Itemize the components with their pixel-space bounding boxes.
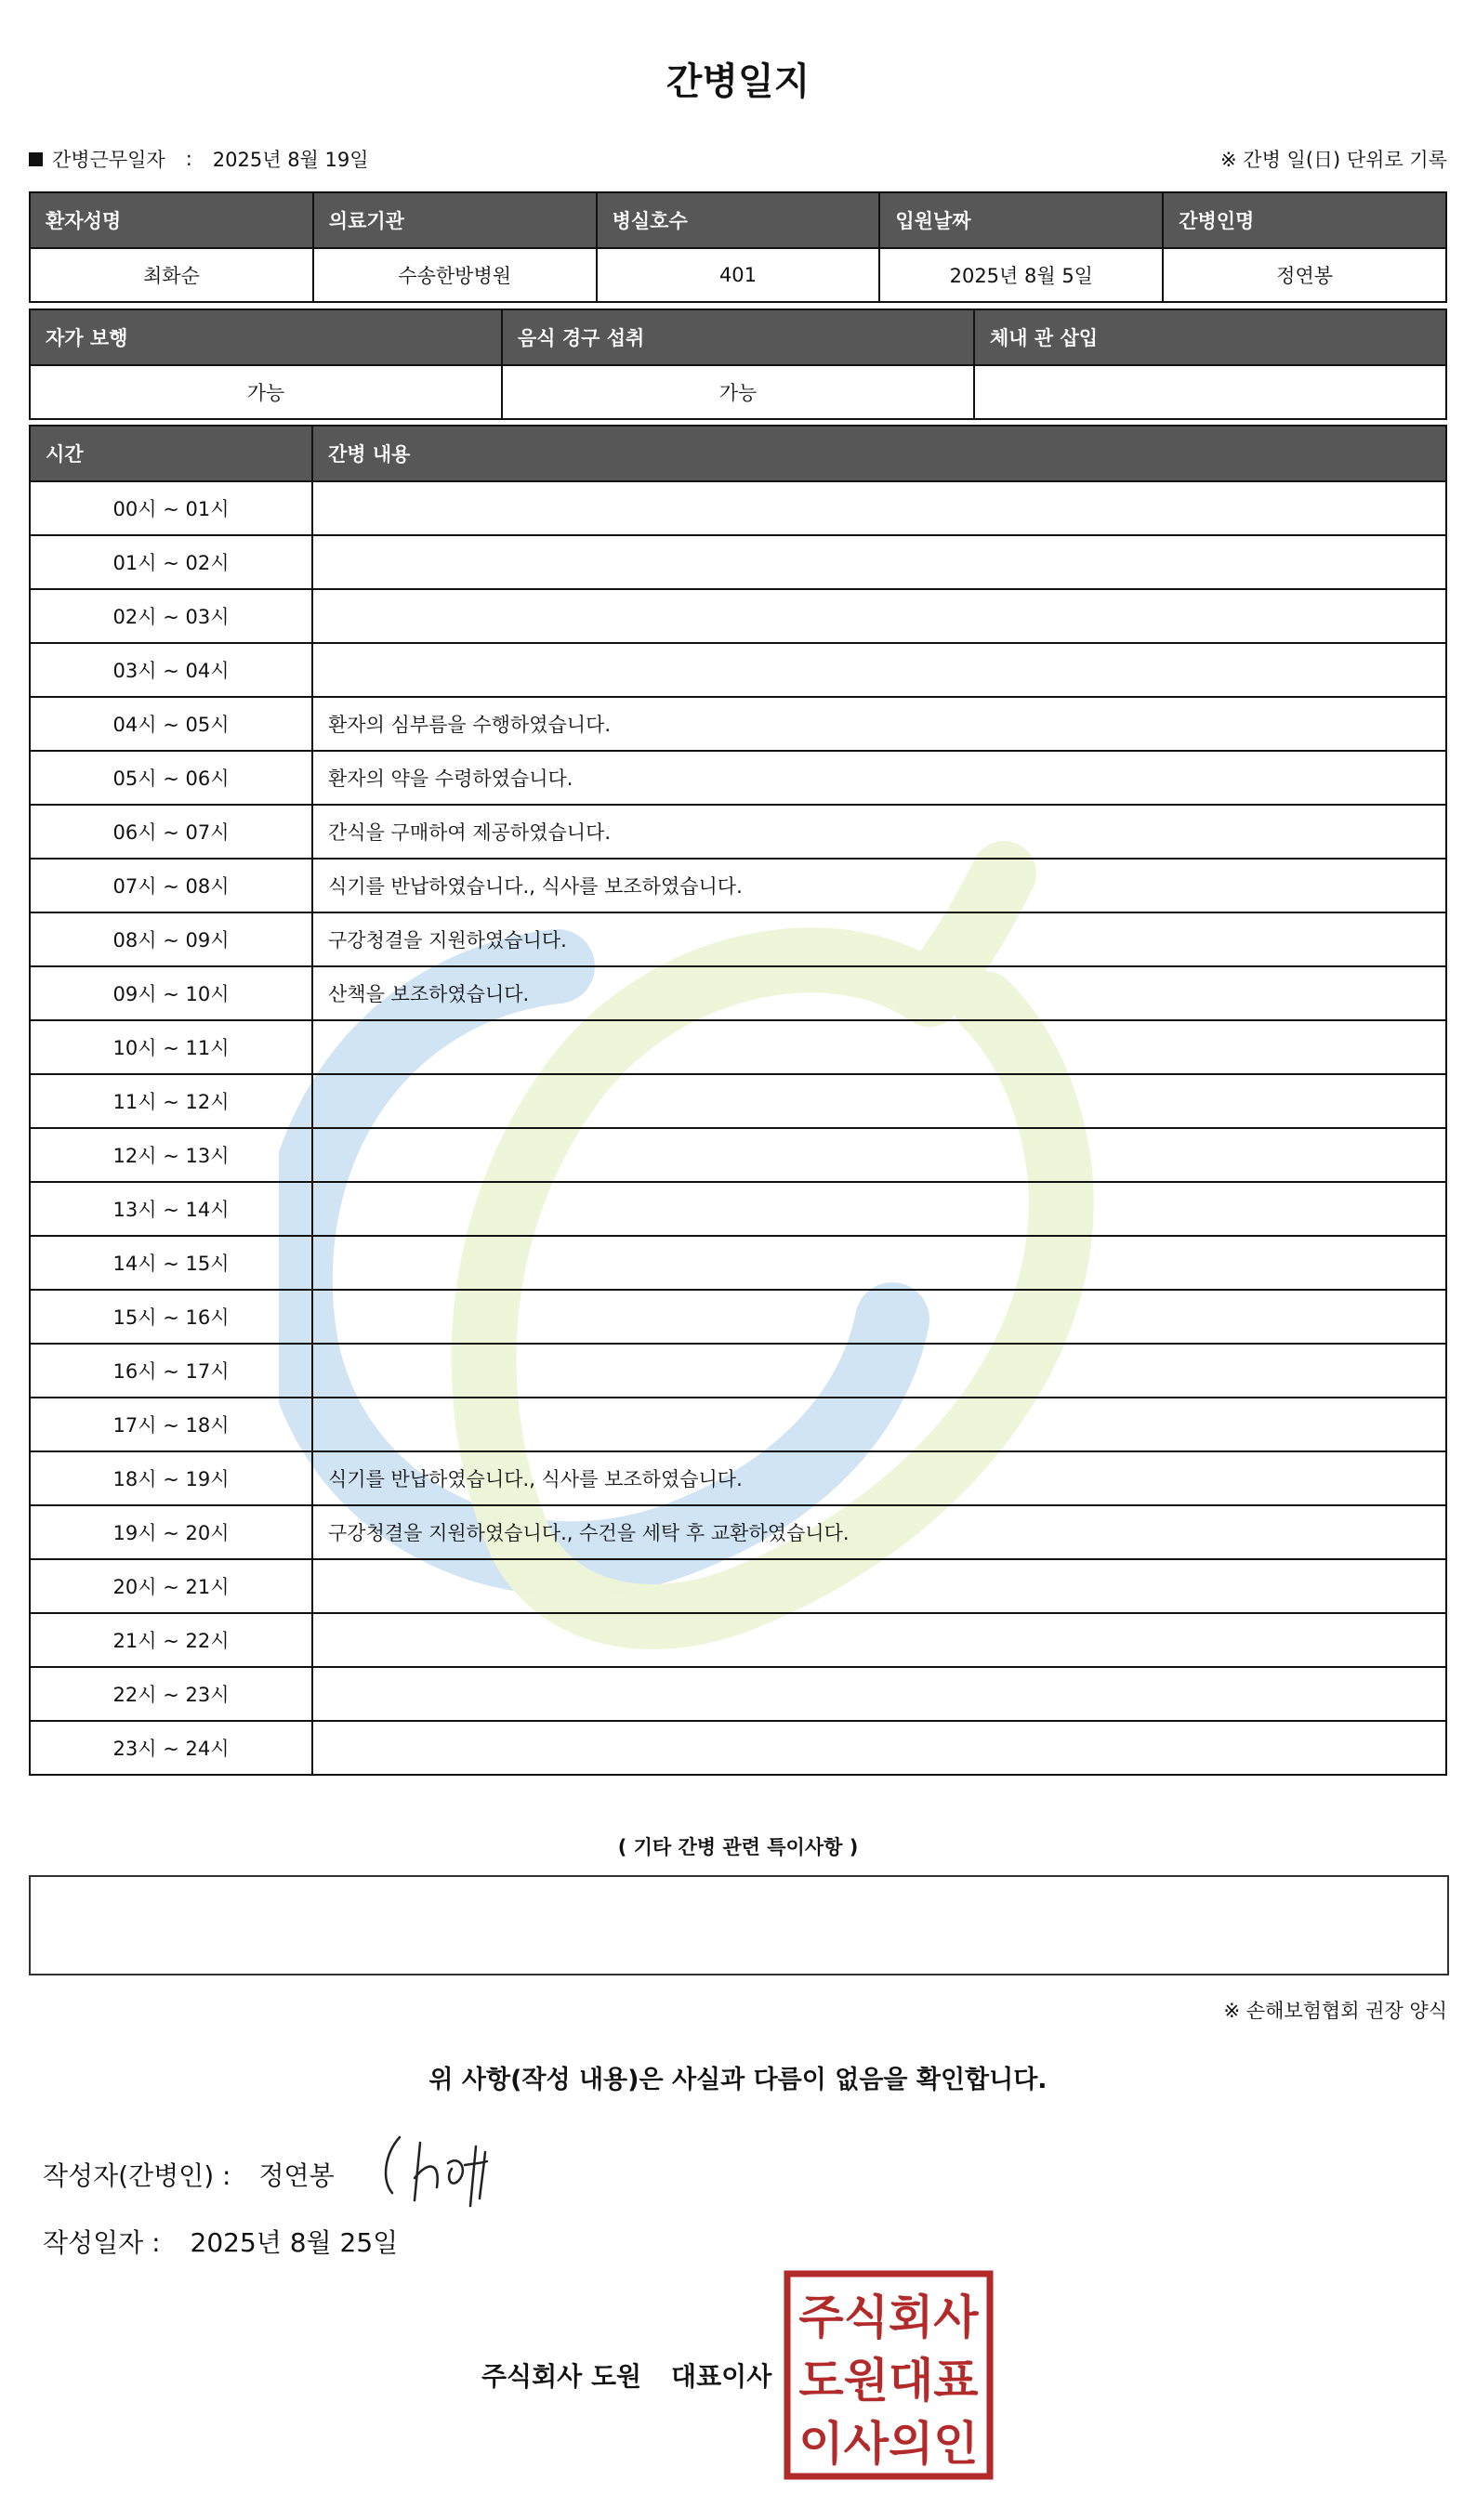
care-content: 구강청결을 지원하였습니다.: [312, 912, 1446, 966]
care-content: [312, 1236, 1446, 1290]
table-row: [30, 1290, 1446, 1344]
caregiver-name: 정연봉: [1163, 248, 1446, 302]
document-title: 간병일지: [666, 60, 810, 103]
header-self-walking: 자가 보행: [30, 309, 502, 365]
time-slot: 03시 ~ 04시: [30, 643, 312, 697]
oral-intake-value: 가능: [502, 365, 974, 419]
time-slot: 21시 ~ 22시: [30, 1613, 312, 1667]
header-hospital: 의료기관: [313, 192, 597, 248]
confirmation-statement: 위 사항(작성 내용)은 사실과 다름이 없음을 확인합니다.: [428, 2066, 1048, 2094]
time-slot: 04시 ~ 05시: [30, 697, 312, 751]
table-row: [30, 912, 1446, 966]
time-slot: 10시 ~ 11시: [30, 1020, 312, 1074]
time-slot: 18시 ~ 19시: [30, 1451, 312, 1505]
table-row: [30, 1451, 1446, 1505]
care-content: [312, 1344, 1446, 1398]
table-row: [30, 1074, 1446, 1128]
svg-text:도원대표: 도원대표: [798, 2354, 979, 2408]
care-content: [312, 1721, 1446, 1775]
table-row: [30, 1128, 1446, 1182]
care-content: [312, 1559, 1446, 1613]
work-date-separator: :: [185, 148, 192, 170]
care-content: 환자의 약을 수령하였습니다.: [312, 751, 1446, 805]
time-slot: 20시 ~ 21시: [30, 1559, 312, 1613]
time-slot: 19시 ~ 20시: [30, 1505, 312, 1559]
table-row: [30, 1667, 1446, 1721]
care-content: [312, 1667, 1446, 1721]
time-slot: 12시 ~ 13시: [30, 1128, 312, 1182]
care-content: 식기를 반납하였습니다., 식사를 보조하였습니다.: [312, 859, 1446, 912]
care-content: [312, 1290, 1446, 1344]
recommend-note: ※ 손해보험협회 권장 양식: [1223, 2000, 1447, 2022]
table-row: [30, 1236, 1446, 1290]
table-row: [30, 697, 1446, 751]
table-row: [30, 1020, 1446, 1074]
table-row: [30, 1613, 1446, 1667]
time-slot: 08시 ~ 09시: [30, 912, 312, 966]
care-content: [312, 1398, 1446, 1451]
header-admission-date: 입원날짜: [879, 192, 1163, 248]
table-row: [30, 643, 1446, 697]
care-content: [312, 1182, 1446, 1236]
care-log-table: [29, 425, 1447, 1776]
tube-insertion-value: [974, 365, 1446, 419]
care-content: [312, 535, 1446, 589]
time-slot: 00시 ~ 01시: [30, 481, 312, 535]
table-row: [30, 535, 1446, 589]
care-content: [312, 481, 1446, 535]
svg-text:이사의인: 이사의인: [798, 2417, 979, 2471]
time-slot: 02시 ~ 03시: [30, 589, 312, 643]
care-content: [312, 1020, 1446, 1074]
written-date-value: 2025년 8월 25일: [190, 2227, 399, 2258]
company-seal: [784, 2270, 994, 2480]
patient-info-table: [29, 191, 1447, 303]
header-patient-name: 환자성명: [30, 192, 313, 248]
care-content: [312, 643, 1446, 697]
hospital-name: 수송한방병원: [313, 248, 597, 302]
writer-name: 정연봉: [258, 2160, 335, 2191]
remarks-box: [29, 1875, 1449, 1975]
header-caregiver-name: 간병인명: [1163, 192, 1446, 248]
patient-status-table: [29, 308, 1447, 420]
care-content: [312, 589, 1446, 643]
table-row: [30, 1344, 1446, 1398]
written-date-row: [43, 2223, 398, 2260]
remarks-title: ( 기타 간병 관련 특이사항 ): [617, 1836, 859, 1858]
work-date-value: 2025년 8월 19일: [212, 149, 369, 171]
time-slot: 16시 ~ 17시: [30, 1344, 312, 1398]
care-content: 간식을 구매하여 제공하였습니다.: [312, 805, 1446, 859]
table-row: [30, 1559, 1446, 1613]
care-content: 환자의 심부름을 수행하였습니다.: [312, 697, 1446, 751]
svg-text:주식회사: 주식회사: [798, 2290, 979, 2344]
table-row: [30, 966, 1446, 1020]
care-content: [312, 1074, 1446, 1128]
header-room-number: 병실호수: [597, 192, 880, 248]
time-slot: 07시 ~ 08시: [30, 859, 312, 912]
table-row: [30, 589, 1446, 643]
time-slot: 01시 ~ 02시: [30, 535, 312, 589]
time-slot: 05시 ~ 06시: [30, 751, 312, 805]
handwritten-signature: [372, 2126, 521, 2210]
header-tube-insertion: 체내 관 삽입: [974, 309, 1446, 365]
time-slot: 11시 ~ 12시: [30, 1074, 312, 1128]
written-date-label: 작성일자 :: [43, 2227, 161, 2258]
table-row: [30, 481, 1446, 535]
self-walking-value: 가능: [30, 365, 502, 419]
table-row: [30, 751, 1446, 805]
table-row: [30, 859, 1446, 912]
time-slot: 15시 ~ 16시: [30, 1290, 312, 1344]
time-slot: 23시 ~ 24시: [30, 1721, 312, 1775]
writer-label: 작성자(간병인) :: [43, 2160, 231, 2191]
ceo-title: 대표이사: [671, 2361, 772, 2392]
time-slot: 09시 ~ 10시: [30, 966, 312, 1020]
time-slot: 14시 ~ 15시: [30, 1236, 312, 1290]
record-unit-note: ※ 간병 일(日) 단위로 기록: [1220, 149, 1447, 171]
admission-date: 2025년 8월 5일: [879, 248, 1163, 302]
time-slot: 22시 ~ 23시: [30, 1667, 312, 1721]
meta-row: [29, 145, 1447, 178]
table-row: [30, 805, 1446, 859]
table-row: [30, 1505, 1446, 1559]
care-content: [312, 1128, 1446, 1182]
time-slot: 13시 ~ 14시: [30, 1182, 312, 1236]
header-oral-intake: 음식 경구 섭취: [502, 309, 974, 365]
care-content: 구강청결을 지원하였습니다., 수건을 세탁 후 교환하였습니다.: [312, 1505, 1446, 1559]
writer-row: [43, 2156, 335, 2193]
bullet-square-icon: [29, 152, 43, 166]
care-content: [312, 1613, 1446, 1667]
table-row: [30, 1398, 1446, 1451]
company-row: [481, 2356, 771, 2394]
care-content: 식기를 반납하였습니다., 식사를 보조하였습니다.: [312, 1451, 1446, 1505]
work-date-label: 간병근무일자: [52, 149, 165, 171]
care-content: 산책을 보조하였습니다.: [312, 966, 1446, 1020]
table-row: [30, 1182, 1446, 1236]
time-slot: 06시 ~ 07시: [30, 805, 312, 859]
room-number: 401: [597, 248, 880, 302]
time-slot: 17시 ~ 18시: [30, 1398, 312, 1451]
header-time: 시간: [30, 426, 312, 481]
company-name: 주식회사 도원: [481, 2361, 642, 2392]
header-care-content: 간병 내용: [312, 426, 1446, 481]
table-row: [30, 1721, 1446, 1775]
patient-name: 최화순: [30, 248, 313, 302]
